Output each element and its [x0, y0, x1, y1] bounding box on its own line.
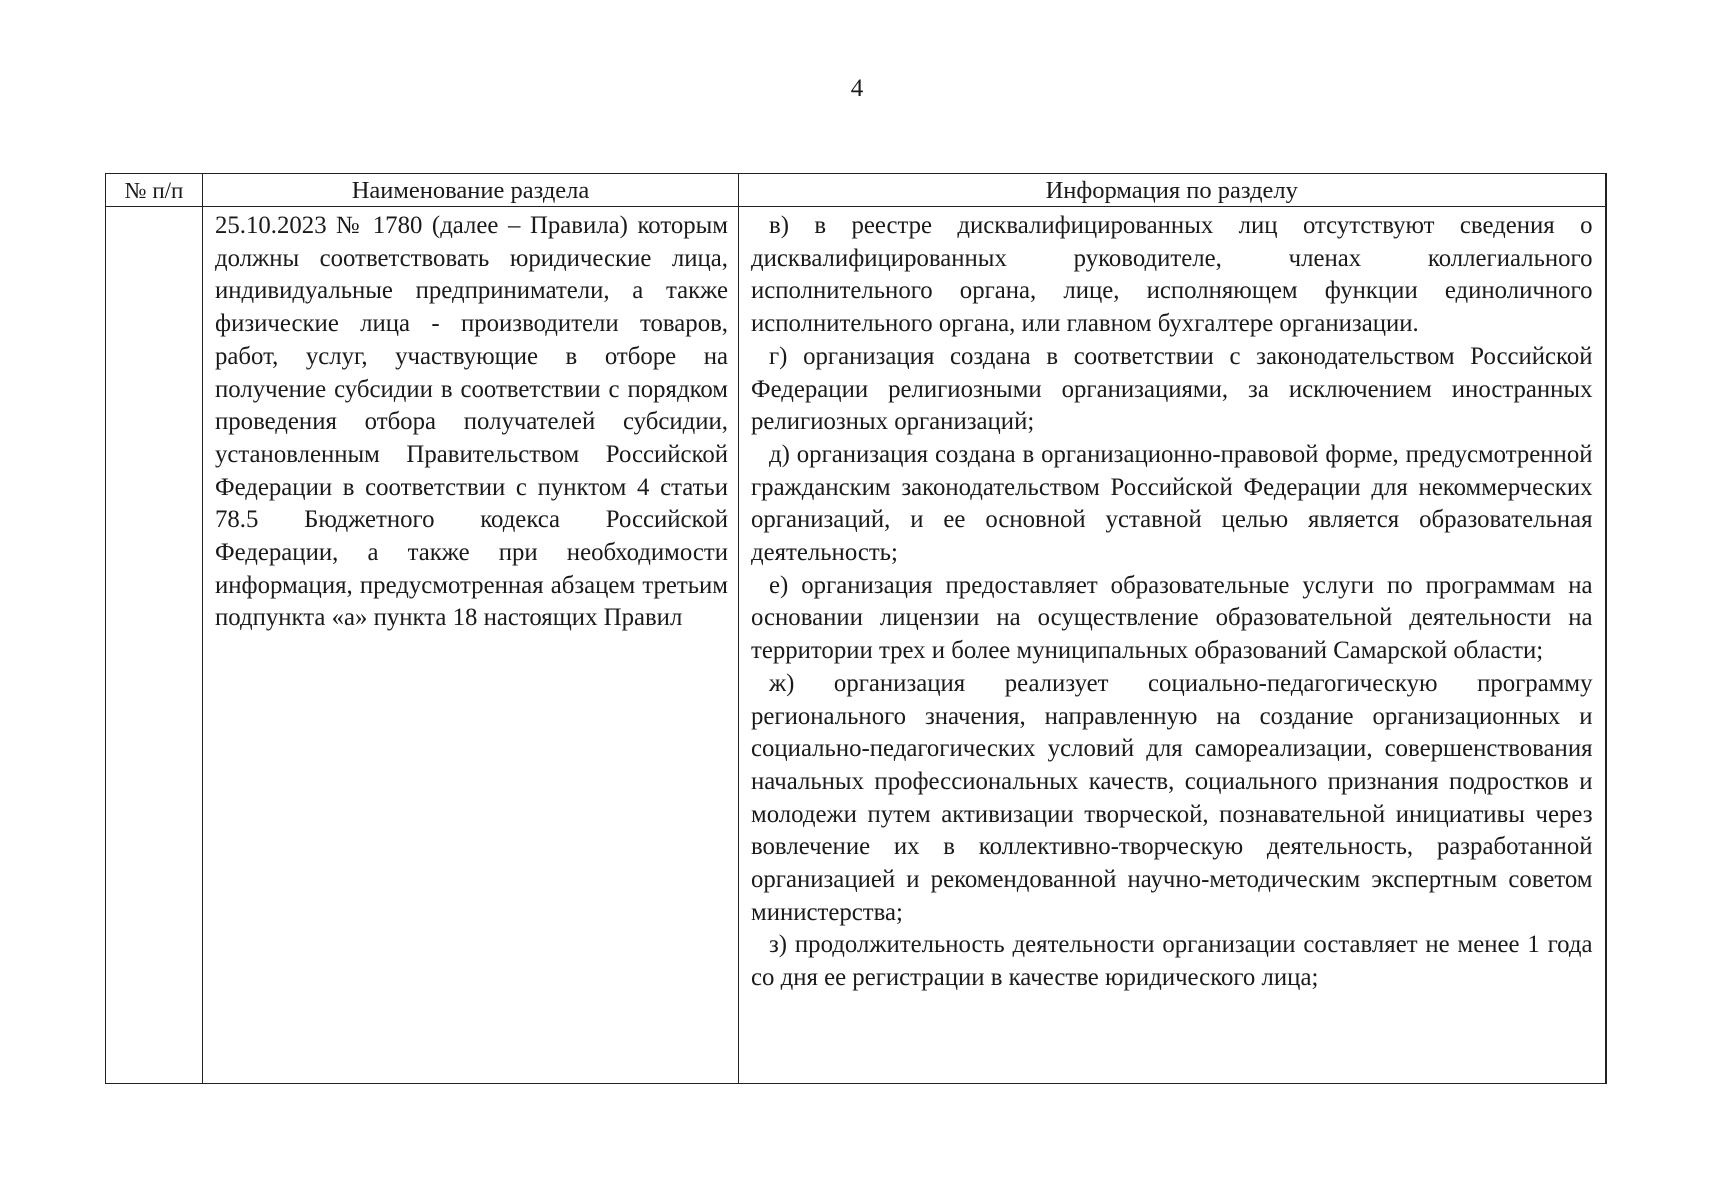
info-paragraph-zh: ж) организация реализует социально-педагогическую программу регионального значения, направленную на создание организационных и социально-педагогических условий для самореализации, совершенствования начальных профессиональных качеств, социального признания подростков и молодежи путем активизации творческой, познавательной инициативы через вовлечение их в коллективно-творческую деятельность, разработанной организацией и рекомендованной научно-методическим экспертным советом министерства;: [751, 669, 1593, 926]
header-section-name: Наименование раздела: [203, 174, 739, 207]
cell-section-name: [203, 207, 739, 1084]
info-paragraph-v: в) в реестре дисквалифицированных лиц отсутствуют сведения о дисквалифицированных руководителе, членах коллегиального исполнительного органа, лице, исполняющем функции единоличного исполнительного органа, или главном бухгалтере организации.: [751, 212, 1593, 338]
section-info-table: [105, 173, 1607, 1084]
header-number: № п/п: [106, 174, 203, 207]
cell-section-info: [739, 207, 1606, 1084]
section-name-text: 25.10.2023 № 1780 (далее – Правила) которым должны соответствовать юридические лица, индивидуальные предприниматели, а также физические лица - производители товаров, работ, услуг, участвующие в отборе на получение субсидии в соответствии с порядком проведения отбора получателей субсидии, установленным Правительством Российской Федерации в соответствии с пунктом 4 статьи 78.5 Бюджетного кодекса Российской Федерации, а также при необходимости информация, предусмотренная абзацем третьим подпункта «а» пункта 18 настоящих Правил: [215, 212, 728, 632]
info-paragraph-z: з) продолжительность деятельности организации составляет не менее 1 года со дня ее регистрации в качестве юридического лица;: [751, 931, 1593, 992]
table-row: [106, 207, 1606, 1084]
page-number: 4: [850, 75, 864, 102]
cell-number: [106, 207, 203, 1084]
info-paragraph-d: д) организация создана в организационно-правовой форме, предусмотренной гражданским законодательством Российской Федерации для некоммерческих организаций, и ее основной уставной целью является образовательная деятельность;: [751, 440, 1593, 567]
info-paragraph-e: е) организация предоставляет образовательные услуги по программам на основании лицензии на осуществление образовательной деятельности на территории трех и более муниципальных образований Самарской области;: [751, 571, 1593, 665]
header-section-info: Информация по разделу: [739, 174, 1606, 207]
info-paragraph-g: г) организация создана в соответствии с законодательством Российской Федерации религиозными организациями, за исключением иностранных религиозных организаций;: [751, 342, 1593, 436]
table-header-row: [106, 174, 1606, 207]
